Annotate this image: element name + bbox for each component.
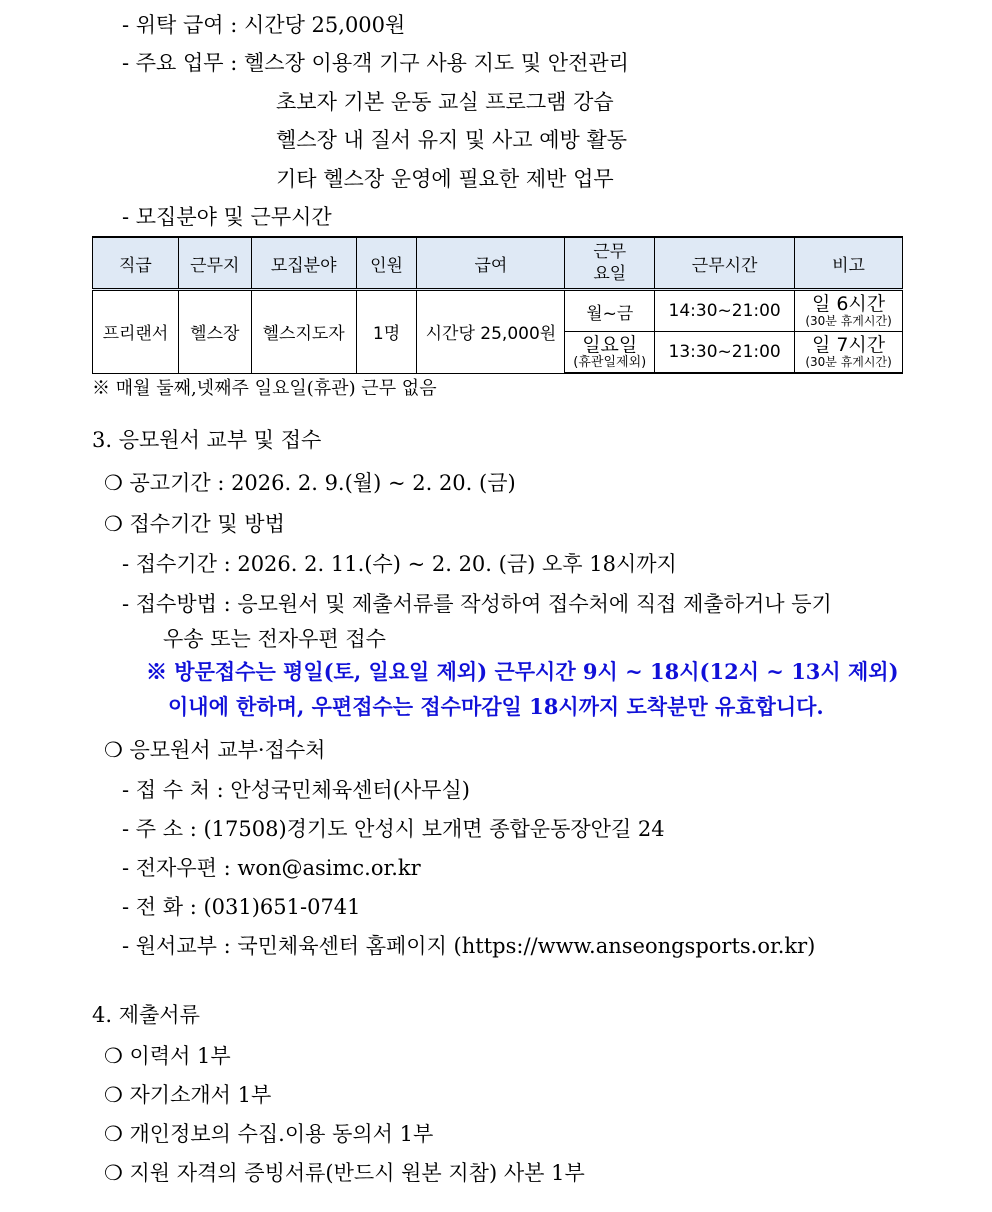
doc-item: ❍ 이력서 1부 xyxy=(104,1044,231,1068)
cell-place: 헬스장 xyxy=(178,290,251,374)
section3-title: 3. 응모원서 교부 및 접수 xyxy=(92,428,322,452)
cell-day1: 월~금 xyxy=(565,290,655,332)
duty-line: - 주요 업무 : 헬스장 이용객 기구 사용 지도 및 안전관리 xyxy=(122,51,629,75)
header-note: 비고 xyxy=(795,237,903,290)
recruitment-table xyxy=(92,236,903,374)
duty-line-3: 헬스장 내 질서 유지 및 사고 예방 활동 xyxy=(276,128,628,152)
office-email: - 전자우편 : won@asimc.or.kr xyxy=(122,856,421,880)
header-workday-line2: 요일 xyxy=(593,264,627,284)
header-pay: 급여 xyxy=(417,237,565,290)
salary-line: - 위탁 급여 : 시간당 25,000원 xyxy=(122,13,406,37)
cell-time1: 14:30~21:00 xyxy=(655,290,795,332)
receipt-method-cont: 우송 또는 전자우편 접수 xyxy=(163,627,386,651)
section4-title: 4. 제출서류 xyxy=(92,1003,200,1027)
office-homepage: - 원서교부 : 국민체육센터 홈페이지 (https://www.anseongsports.or.kr) xyxy=(122,934,816,958)
day2-sub: (휴관일제외) xyxy=(573,355,647,370)
visit-notice-cont: 이내에 한하며, 우편접수는 접수마감일 18시까지 도착분만 유효합니다. xyxy=(168,694,824,719)
cell-pay: 시간당 25,000원 xyxy=(417,290,565,374)
cell-day2 xyxy=(565,332,655,374)
cell-field: 헬스지도자 xyxy=(251,290,356,374)
office-place: - 접 수 처 : 안성국민체육센터(사무실) xyxy=(122,778,470,802)
doc-item: ❍ 자기소개서 1부 xyxy=(104,1083,272,1107)
doc-item: ❍ 지원 자격의 증빙서류(반드시 원본 지참) 사본 1부 xyxy=(104,1161,585,1185)
office-address: - 주 소 : (17508)경기도 안성시 보개면 종합운동장안길 24 xyxy=(122,817,665,841)
field-hours-heading: - 모집분야 및 근무시간 xyxy=(122,205,332,229)
doc-item: ❍ 개인정보의 수집.이용 동의서 1부 xyxy=(104,1122,434,1146)
header-grade: 직급 xyxy=(93,237,179,290)
visit-notice: ※ 방문접수는 평일(토, 일요일 제외) 근무시간 9시 ~ 18시(12시 ~ 13시 제외) xyxy=(146,659,899,684)
header-workday-line1: 근무 xyxy=(593,242,627,262)
note2-main: 일 7시간 xyxy=(811,334,886,356)
header-workday xyxy=(565,237,655,290)
header-field: 모집분야 xyxy=(251,237,356,290)
header-hours: 근무시간 xyxy=(655,237,795,290)
note1-main: 일 6시간 xyxy=(811,293,886,315)
announce-period: ❍ 공고기간 : 2026. 2. 9.(월) ~ 2. 20. (금) xyxy=(104,471,516,495)
cell-count: 1명 xyxy=(356,290,417,374)
receipt-period: - 접수기간 : 2026. 2. 11.(수) ~ 2. 20. (금) 오후 18시까지 xyxy=(122,552,677,576)
office-title: ❍ 응모원서 교부·접수처 xyxy=(104,738,326,762)
office-phone: - 전 화 : (031)651-0741 xyxy=(122,895,361,919)
note2-sub: (30분 휴게시간) xyxy=(805,355,892,369)
duty-line-2: 초보자 기본 운동 교실 프로그램 강습 xyxy=(276,90,614,114)
duty-line-4: 기타 헬스장 운영에 필요한 제반 업무 xyxy=(276,167,614,191)
header-place: 근무지 xyxy=(178,237,251,290)
cell-time2: 13:30~21:00 xyxy=(655,332,795,374)
note1-sub: (30분 휴게시간) xyxy=(805,314,892,328)
cell-grade: 프리랜서 xyxy=(93,290,179,374)
day2-main: 일요일 xyxy=(582,334,638,356)
table-footnote: ※ 매월 둘째,넷째주 일요일(휴관) 근무 없음 xyxy=(92,378,437,399)
cell-note1 xyxy=(795,290,903,332)
header-count: 인원 xyxy=(356,237,417,290)
receipt-method: - 접수방법 : 응모원서 및 제출서류를 작성하여 접수처에 직접 제출하거나 등기 xyxy=(122,592,832,616)
receipt-method-title: ❍ 접수기간 및 방법 xyxy=(104,512,285,536)
cell-note2 xyxy=(795,332,903,374)
